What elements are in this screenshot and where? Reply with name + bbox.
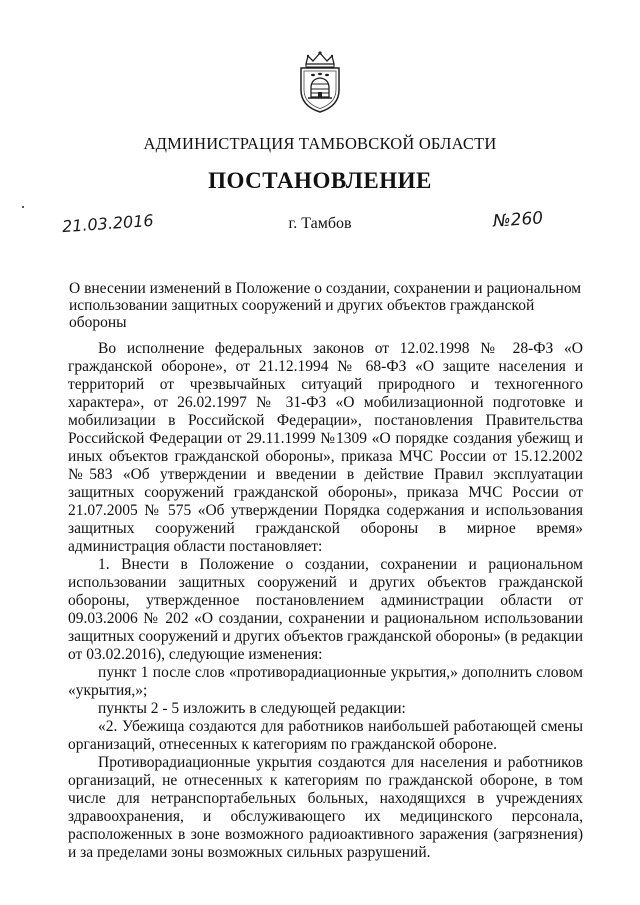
body-paragraph-point-2: «2. Убежища создаются для работников наибольшей работающей смены организаций, отнесенных к категориям по гражданской обороне. <box>68 718 583 753</box>
organization-name: АДМИНИСТРАЦИЯ ТАМБОВСКОЙ ОБЛАСТИ <box>143 134 497 153</box>
document-type-title: ПОСТАНОВЛЕНИЕ <box>208 168 432 193</box>
body-paragraph-points-2-5: пункты 2 - 5 изложить в следующей редакции: <box>98 700 406 717</box>
document-body <box>68 340 583 862</box>
body-paragraph-preamble: Во исполнение федеральных законов от 12.02.1998 № 28-ФЗ «О гражданской обороне», от 21.12.1994 № 68-ФЗ «О защите населения и территорий от чрезвычайных ситуаций природного и техногенного характера», от 26.02.1997 № 31-ФЗ «О мобилизационной подготовке и мобилизации в Российской Федерации», постановления Правительства Российской Федерации от 29.11.1999 №1309 «О порядке создания убежищ и иных объектов гражданской обороны», приказа МЧС России от 15.12.2002 №583 «Об утверждении и введении в действие Правил эксплуатации защитных сооружений гражданской обороны», приказа МЧС России от 21.07.2005 № 575 «Об утверждении Порядка содержания и использования защитных сооружений гражданской обороны в мирное время» администрация области постановляет: <box>68 340 583 555</box>
body-paragraph-point-1: пункт 1 после слов «противорадиационные укрытия,» дополнить словом «укрытия,»; <box>68 664 583 699</box>
body-paragraph-shelters: Противорадиационные укрытия создаются для населения и работников организаций, не отнесенных к категориям по гражданской обороне, в том числе для нетранспортабельных больных, находящихся в учреждениях здравоохранения, и обслуживающего их медицинского персонала, расположенных в зоне возможного радиоактивного заражения (загрязнения) и за пределами зоны возможных сильных разрушений. <box>68 754 583 861</box>
document-subject: О внесении изменений в Положение о создании, сохранении и рациональном использовании защитных сооружений и других объектов гражданской обороны <box>69 280 582 331</box>
document-number: №260 <box>492 208 544 232</box>
document-city: г. Тамбов <box>288 215 352 232</box>
document-date: 21.03.2016 <box>61 210 155 237</box>
margin-mark <box>22 206 24 208</box>
coat-of-arms-icon <box>294 50 346 114</box>
body-paragraph-item-1: 1. Внести в Положение о создании, сохранении и рациональном использовании защитных сооружений и других объектов гражданской обороны, утвержденное постановлением администрации области от 09.03.2006 № 202 «О создании, сохранении и рациональном использовании защитных сооружений и других объектов гражданской обороны» (в редакции от 03.02.2016), следующие изменения: <box>68 556 583 663</box>
